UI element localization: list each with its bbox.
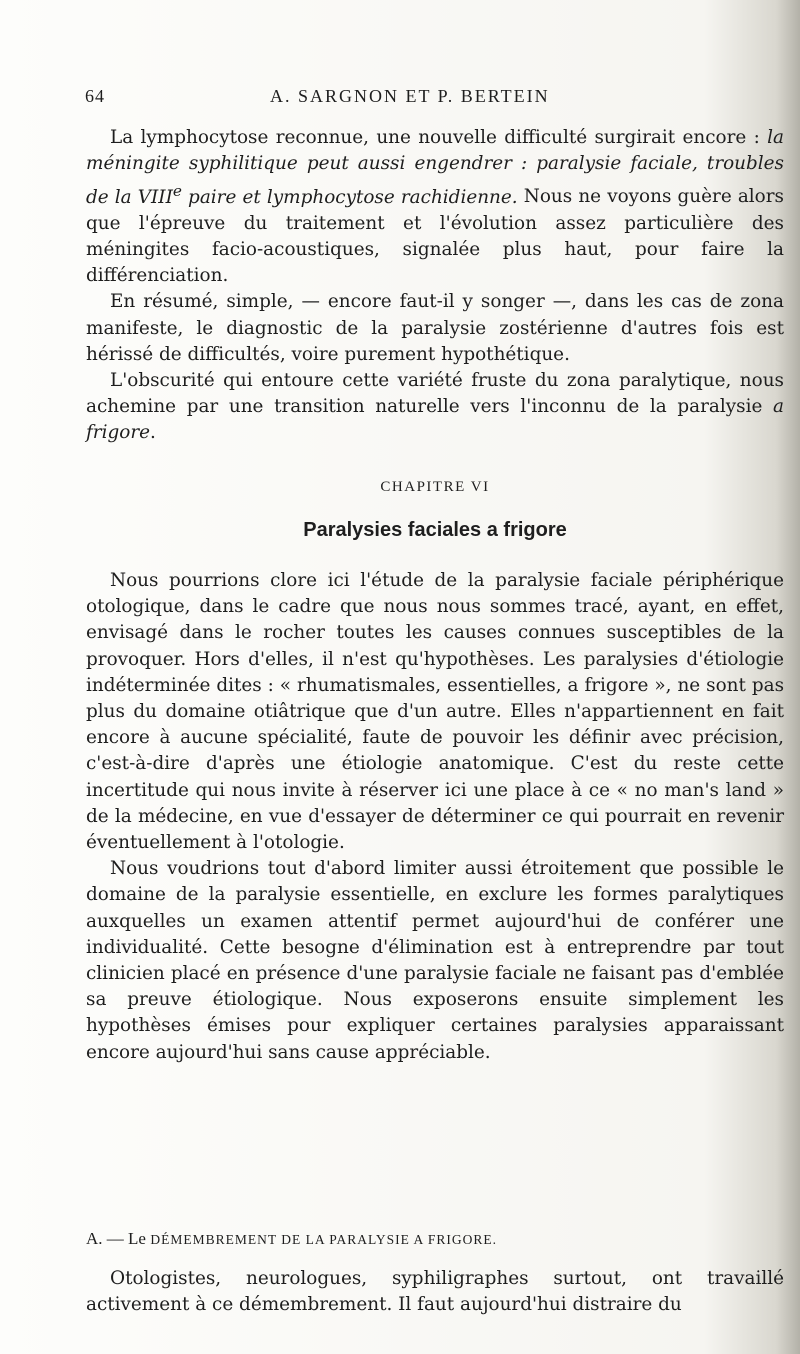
paragraph: Nous voudrions tout d'abord limiter aussi étroitement que possible le domaine de la paralysie essentielle, en exclure les formes paralytiques auxquelles un examen attentif permet aujourd'hui de conférer une individualité. Cette besogne d'élimination est à entreprendre par tout clinicien placé en présence d'une paralysie faciale ne faisant pas d'emblée sa preuve étiologique. Nous exposerons ensuite simplement les hypothèses émises pour expliquer certaines paralysies apparaissant encore aujourd'hui sans cause appréciable. xyxy=(86,858,784,1063)
paragraph xyxy=(86,568,784,856)
superscript: e xyxy=(172,181,182,200)
running-title: A. SARGNON ET P. BERTEIN xyxy=(270,86,550,106)
paragraph: Otologistes, neurologues, syphiligraphes surtout, ont travaillé activement à ce démembrement. Il faut aujourd'hui distraire du xyxy=(86,1268,784,1316)
section-heading xyxy=(86,1229,784,1249)
section-title: DÉMEMBREMENT DE LA PARALYSIE A FRIGORE. xyxy=(145,1232,498,1247)
section-initial: Le xyxy=(128,1229,146,1248)
section-2-text xyxy=(86,568,784,1066)
text-run-italic: a frigore xyxy=(86,396,784,444)
paragraph: En résumé, simple, — encore faut-il y songer —, dans les cas de zona manifeste, le diagnostic de la paralysie zostérienne d'autres fois est hérissé de difficultés, voire purement hypothétique. xyxy=(86,291,784,365)
paragraph xyxy=(86,368,784,447)
section-1-text xyxy=(86,125,784,447)
text-run: », ne sont pas plus du domaine otiâtrique que d'un autre. Elles n'appartiennent en fait encore à aucune spécialité, faute de pouvoir les définir avec précision, c'est-à-dire d'après une étiologie anatomique. C'est du reste cette incertitude qui nous invite à réserver ici une place à ce « no man's land » de la médecine, en vue d'essayer de déterminer ce qui pourrait en revenir éventuellement à l'otologie. xyxy=(86,674,785,854)
page-number: 64 xyxy=(85,86,105,106)
text-run-italic: a frigore xyxy=(567,674,649,696)
running-header xyxy=(85,86,785,116)
text-run: . xyxy=(150,422,156,444)
chapter-title: Paralysies faciales a frigore xyxy=(303,519,567,541)
section-letter: A. — xyxy=(86,1229,129,1248)
text-run: Nous ne voyons guère alors que l'épreuve du traitement et l'évolution assez particulière des méningites facio-acoustiques, signalée plus haut, pour faire la différenciation. xyxy=(86,186,784,287)
text-run: la méningite syphilitique peut aussi engendrer : paralysie faciale, troubles de la VIII xyxy=(86,127,784,208)
text-run: Nous pourrions clore ici l'étude de la paralysie faciale périphérique otologique, dans le cadre que nous nous sommes tracé, ayant, en effet, envisagé dans le rocher toutes les causes connues susceptibles de la provoquer. Hors d'elles, il n'est qu'hypothèses. Les paralysies d'étiologie indéterminée dites : « rhumatismales, essentielles, xyxy=(86,570,784,696)
text-run: L'obscurité qui entoure cette variété fruste du zona paralytique, nous achemine par une transition naturelle vers l'inconnu de la paralysie xyxy=(86,369,784,418)
chapter-label: CHAPITRE VI xyxy=(380,479,490,495)
section-3-text xyxy=(86,1266,784,1318)
text-run: La lymphocytose reconnue, une nouvelle difficulté surgirait encore : xyxy=(110,127,768,148)
paragraph xyxy=(86,125,784,289)
text-run: paire et lymphocytose rachidienne. xyxy=(181,186,518,208)
